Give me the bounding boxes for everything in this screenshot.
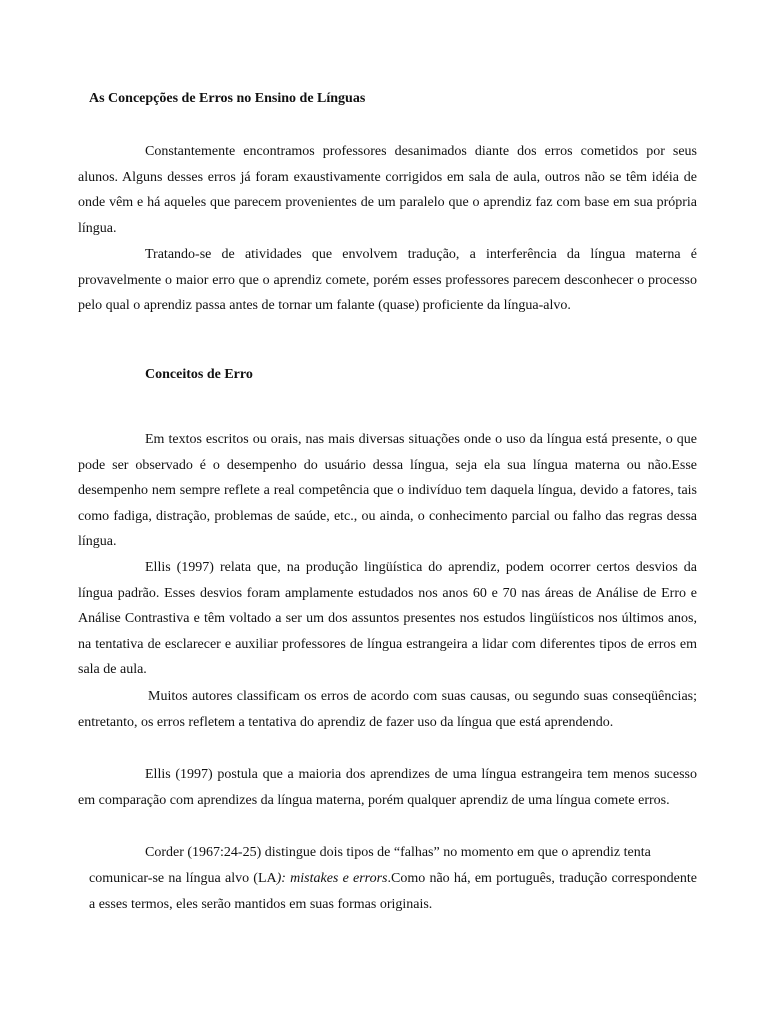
paragraph-classification: Muitos autores classificam os erros de acordo com suas causas, ou segundo suas conseqüências; entretanto, os erros refletem a tentativa do aprendiz de fazer uso da língua que está aprendendo. bbox=[78, 689, 697, 730]
paragraph-intro: Constantemente encontramos professores desanimados diante dos erros cometidos por seus alunos. Alguns desses erros já foram exaustivamente corrigidos em sala de aula, outros não se têm idéia de onde vêm e há aqueles que parecem provenientes de um paralelo que o aprendiz faz com base em sua própria língua. bbox=[78, 144, 697, 236]
section-heading: Conceitos de Erro bbox=[145, 367, 253, 382]
paragraph-corder-first-line: Corder (1967:24-25) distingue dois tipos de “falhas” no momento em que o aprendiz tenta bbox=[145, 845, 651, 860]
document-title: As Concepções de Erros no Ensino de Línguas bbox=[89, 91, 366, 106]
paragraph-ellis-deviations: Ellis (1997) relata que, na produção lingüística do aprendiz, podem ocorrer certos desvios da língua padrão. Esses desvios foram amplamente estudados nos anos 60 e 70 nas áreas de Análise de Erro e Análise Contrastiva e têm voltado a ser um dos assuntos presentes nos estudos lingüísticos nos últimos anos, na tentativa de esclarecer e auxiliar professores de língua estrangeira a lidar com diferentes tipos de erros em sala de aula. bbox=[78, 560, 697, 678]
paragraph-performance: Em textos escritos ou orais, nas mais diversas situações onde o uso da língua está presente, o que pode ser observado é o desempenho do usuário dessa língua, seja ela sua língua materna ou não.Esse desempenho nem sempre reflete a real competência que o indivíduo tem daquela língua, devido a fatores, tais como fadiga, distração, problemas de saúde, etc., ou ainda, o conhecimento parcial ou falho das regras dessa língua. bbox=[78, 432, 697, 550]
corder-text-italic: ): mistakes e errors bbox=[276, 871, 388, 886]
corder-text-b: .Como não há, em português, tradução correspondente a esses termos, eles serão mantidos em suas formas originais. bbox=[89, 871, 697, 912]
paragraph-corder-continuation bbox=[89, 866, 697, 917]
paragraph-ellis-success: Ellis (1997) postula que a maioria dos aprendizes de uma língua estrangeira tem menos sucesso em comparação com aprendizes da língua materna, porém qualquer aprendiz de uma língua comete erros. bbox=[78, 767, 697, 808]
paragraph-translation: Tratando-se de atividades que envolvem tradução, a interferência da língua materna é provavelmente o maior erro que o aprendiz comete, porém esses professores parecem desconhecer o processo pelo qual o aprendiz passa antes de tornar um falante (quase) proficiente da língua-alvo. bbox=[78, 247, 697, 314]
corder-text-a: comunicar-se na língua alvo (LA bbox=[89, 871, 277, 886]
